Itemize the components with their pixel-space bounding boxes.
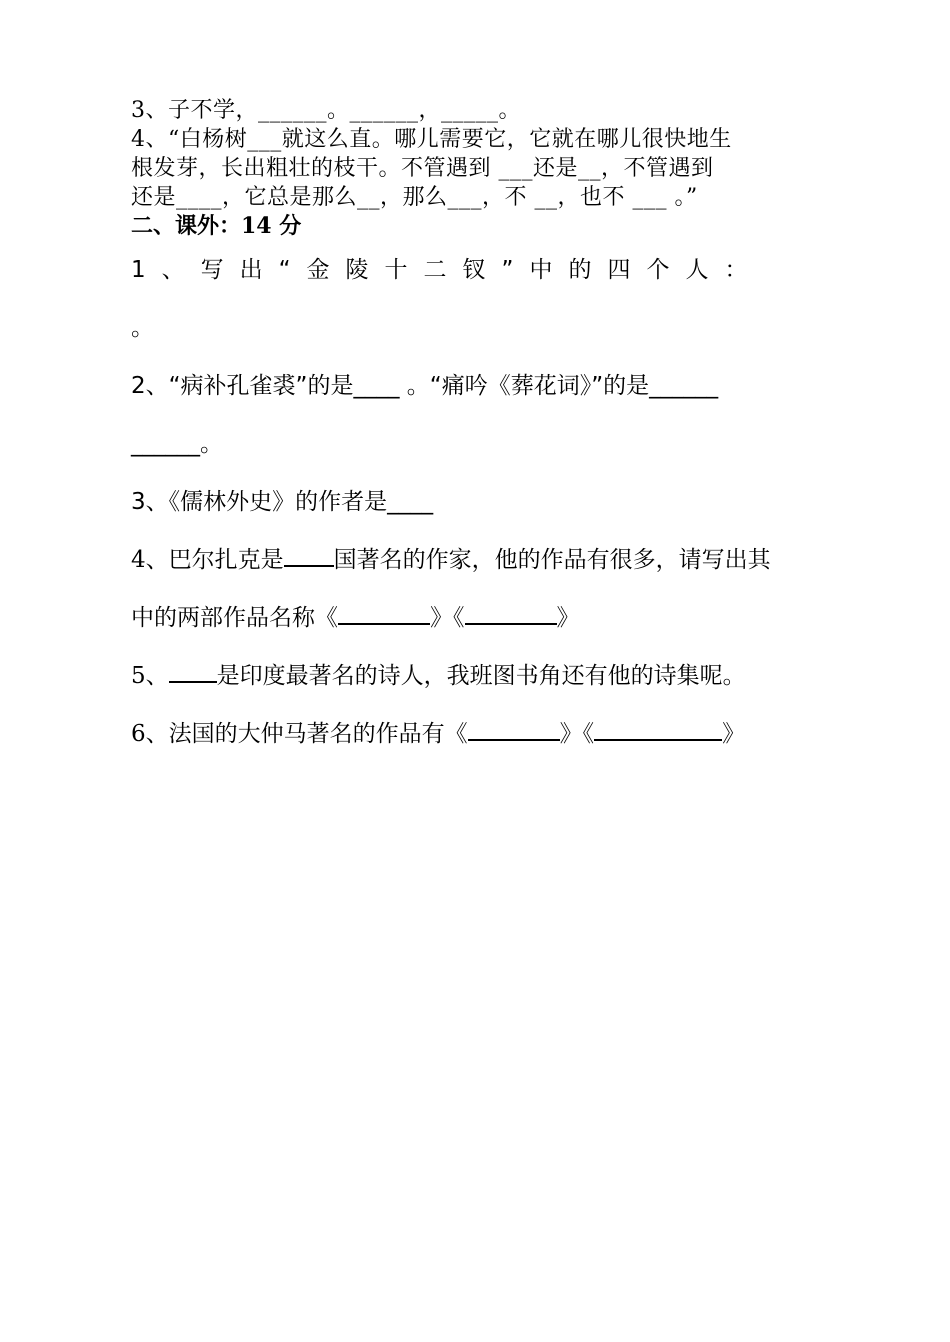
question-5-prefix: 5、: [131, 663, 169, 689]
answer-blank: [468, 721, 560, 741]
question-4-line-3: 还是____，它总是那么__，那么___，不 __，也不 ___ 。”: [131, 185, 698, 210]
answer-blank: [465, 605, 557, 625]
question-1-jinling: [131, 241, 821, 357]
question-6-dumas: [131, 705, 821, 763]
question-5-line: [131, 647, 821, 705]
question-4-balzac-suffix: 国著名的作家，他的作品有很多，请写出其: [333, 547, 771, 573]
question-4-balzac-prefix: 4、巴尔扎克是: [131, 547, 284, 573]
answer-blank: [169, 663, 217, 683]
question-3-rulin: [131, 473, 821, 531]
question-4-line-2: 根发芽，长出粗壮的枝干。不管遇到 ___还是__，不管遇到: [131, 156, 714, 181]
question-3-classical: [131, 96, 821, 125]
question-4-balzac: [131, 531, 821, 647]
question-5-suffix: 是印度最著名的诗人，我班图书角还有他的诗集呢。: [216, 663, 746, 689]
question-4-line-1: 4、“白杨树___就这么直。哪儿需要它，它就在哪儿很快地生: [131, 127, 732, 152]
worksheet-page: [131, 96, 821, 763]
question-4-works-prefix: 中的两部作品名称《: [131, 605, 338, 631]
answer-blank: [338, 605, 430, 625]
question-6-end: 》: [722, 721, 746, 747]
question-4-poplar: [131, 125, 821, 212]
question-3-rulin-text: 3、《儒林外史》的作者是____: [131, 489, 434, 515]
question-6-line: [131, 705, 821, 763]
question-6-prefix: 6、法国的大仲马著名的作品有《: [131, 721, 468, 747]
question-1-line-2: 。: [131, 315, 154, 341]
question-2-line-1: 2、“病补孔雀裘”的是____ 。“痛吟《葬花词》”的是______: [131, 373, 719, 399]
question-4-works-end: 》: [556, 605, 580, 631]
question-6-mid: 》《: [559, 721, 595, 747]
question-3-text: 3、子不学，______。______，_____。: [131, 98, 521, 123]
question-2-honglou: [131, 357, 821, 473]
section-heading-extracurricular: 二、课外：14 分: [131, 213, 302, 239]
question-4-balzac-line-2: [131, 589, 821, 647]
question-2-line-2: ______。: [131, 431, 223, 457]
question-4-works-mid: 》《: [430, 605, 465, 631]
question-4-balzac-line-1: [131, 531, 821, 589]
answer-blank: [594, 721, 722, 741]
answer-blank: [284, 547, 334, 567]
question-1-line-1: 1、写出“金陵十二钗”中的四个人：: [131, 257, 764, 283]
question-5-tagore: [131, 647, 821, 705]
